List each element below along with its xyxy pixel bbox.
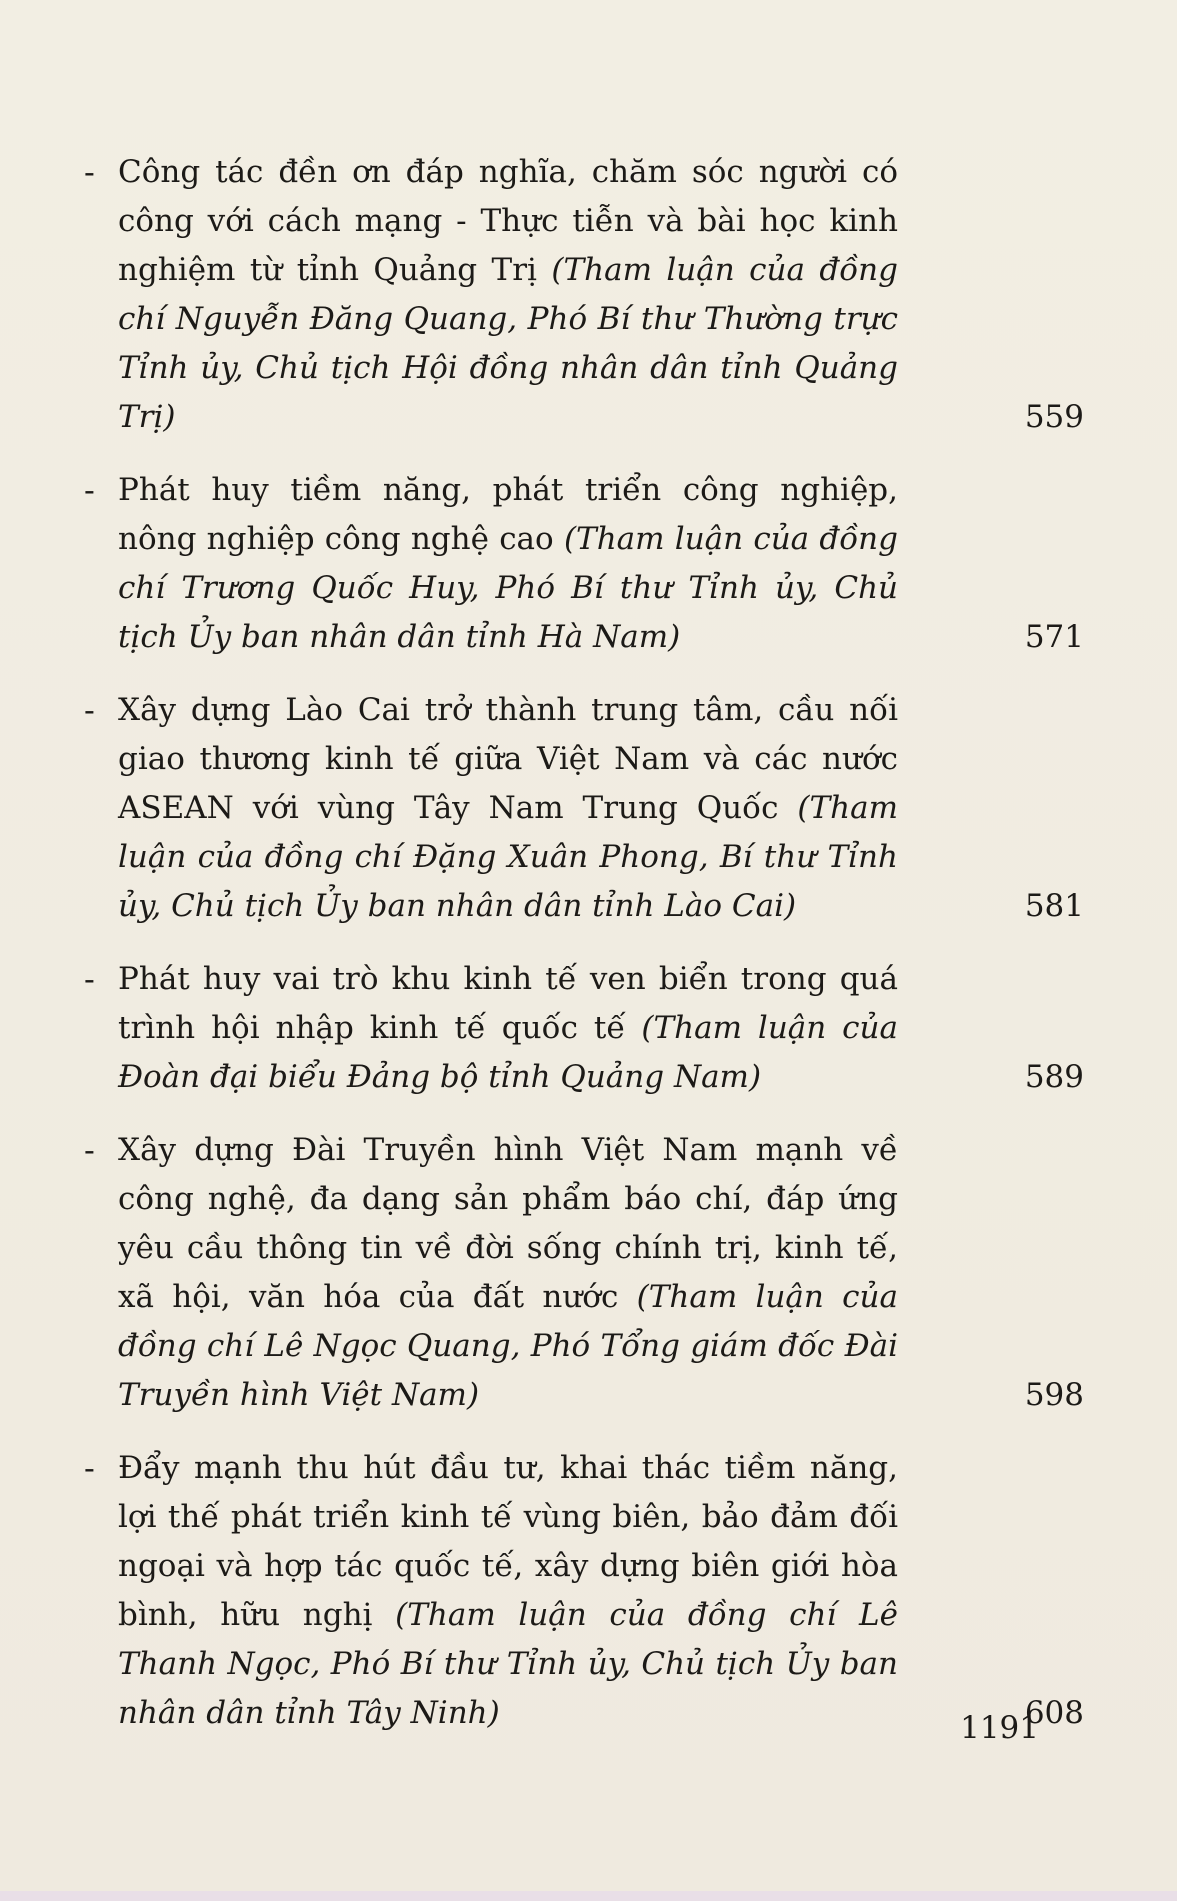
page-edge-strip bbox=[0, 1891, 1177, 1901]
entry-bullet: - bbox=[84, 1131, 95, 1169]
entry-note: (Tham luận của đồng chí Trương Quốc Huy, Phó Bí thư Tỉnh ủy, Chủ tịch Ủy ban nhân dân tỉnh Hà Nam) bbox=[118, 521, 898, 655]
entry-bullet: - bbox=[84, 960, 95, 998]
entry-note: (Tham luận của đồng chí Lê Thanh Ngọc, Phó Bí thư Tỉnh ủy, Chủ tịch Ủy ban nhân dân tỉnh Tây Ninh) bbox=[118, 1597, 898, 1731]
entry-text bbox=[118, 466, 898, 662]
entry-bullet: - bbox=[84, 153, 95, 191]
entry-bullet: - bbox=[84, 691, 95, 729]
entry-title: Xây dựng Đài Truyền hình Việt Nam mạnh về công nghệ, đa dạng sản phẩm báo chí, đáp ứng yêu cầu thông tin về đời sống chính trị, kinh tế, xã hội, văn hóa của đất nước bbox=[118, 1132, 898, 1315]
entry-note: (Tham luận của đồng chí Lê Ngọc Quang, Phó Tổng giám đốc Đài Truyền hình Việt Nam) bbox=[118, 1279, 898, 1413]
entry-bullet: - bbox=[84, 1449, 95, 1487]
entry-page-number: 598 bbox=[1024, 1377, 1084, 1413]
toc-entry bbox=[84, 955, 1084, 1102]
entry-page-number: 571 bbox=[1024, 619, 1084, 655]
entry-page-number: 589 bbox=[1024, 1059, 1084, 1095]
table-of-contents bbox=[84, 148, 1084, 1762]
toc-entry bbox=[84, 1126, 1084, 1420]
page-number-footer: 1191 bbox=[960, 1710, 1039, 1746]
entry-title: Phát huy vai trò khu kinh tế ven biển trong quá trình hội nhập kinh tế quốc tế bbox=[118, 961, 898, 1046]
entry-bullet: - bbox=[84, 471, 95, 509]
entry-text bbox=[118, 148, 898, 442]
toc-entry bbox=[84, 148, 1084, 442]
entry-title: Công tác đền ơn đáp nghĩa, chăm sóc người có công với cách mạng - Thực tiễn và bài học kinh nghiệm từ tỉnh Quảng Trị bbox=[118, 154, 898, 288]
toc-entry bbox=[84, 466, 1084, 662]
entry-text bbox=[118, 1444, 898, 1738]
entry-note: (Tham luận của đồng chí Nguyễn Đăng Quang, Phó Bí thư Thường trực Tỉnh ủy, Chủ tịch Hội đồng nhân dân tỉnh Quảng Trị) bbox=[118, 252, 898, 435]
entry-note: (Tham luận của đồng chí Đặng Xuân Phong, Bí thư Tỉnh ủy, Chủ tịch Ủy ban nhân dân tỉnh Lào Cai) bbox=[118, 790, 898, 924]
toc-entry bbox=[84, 1444, 1084, 1738]
entry-page-number: 559 bbox=[1024, 399, 1084, 435]
entry-title: Phát huy tiềm năng, phát triển công nghiệp, nông nghiệp công nghệ cao bbox=[118, 472, 898, 557]
toc-entry bbox=[84, 686, 1084, 931]
entry-note: (Tham luận của Đoàn đại biểu Đảng bộ tỉnh Quảng Nam) bbox=[118, 1010, 898, 1095]
entry-title: Xây dựng Lào Cai trở thành trung tâm, cầu nối giao thương kinh tế giữa Việt Nam và các nước ASEAN với vùng Tây Nam Trung Quốc bbox=[118, 692, 898, 826]
entry-page-number: 581 bbox=[1024, 888, 1084, 924]
entry-title: Đẩy mạnh thu hút đầu tư, khai thác tiềm năng, lợi thế phát triển kinh tế vùng biên, bảo đảm đối ngoại và hợp tác quốc tế, xây dựng biên giới hòa bình, hữu nghị bbox=[118, 1450, 898, 1633]
entry-text bbox=[118, 1126, 898, 1420]
entry-text bbox=[118, 686, 898, 931]
entry-text bbox=[118, 955, 898, 1102]
entry-page-number: 608 bbox=[1024, 1695, 1084, 1731]
